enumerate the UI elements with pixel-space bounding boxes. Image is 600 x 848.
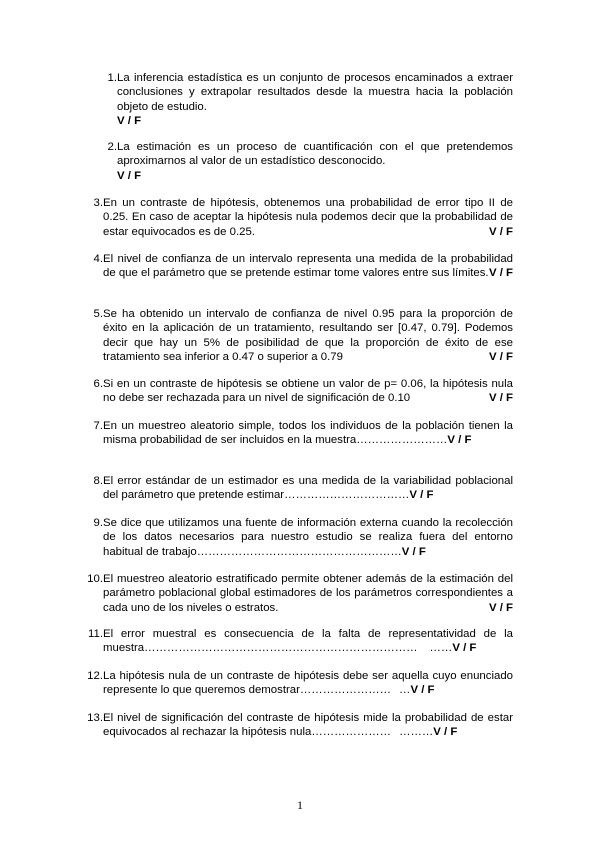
question-text: La inferencia estadística es un conjunto de procesos encaminados a extraer conclusiones y extrapolar resultados desde la muestra hacia la población objeto de estudio. V / F xyxy=(117,72,513,127)
true-false-toggle[interactable]: V / F xyxy=(488,392,513,405)
question-number: 10. xyxy=(87,573,103,585)
true-false-toggle[interactable]: V / F xyxy=(117,114,142,127)
question-number: 12. xyxy=(87,670,103,682)
question-number: 3. xyxy=(93,197,103,209)
question-text: La estimación es un proceso de cuantificación con el que pretendemos aproximarnos al valor de un estadístico desconocido. V / F xyxy=(117,141,513,182)
question-text: La hipótesis nula de un contraste de hipótesis debe ser aquella cuyo enunciado represente lo que queremos demostrar…………………… …V / F xyxy=(103,670,513,697)
question-number: 6. xyxy=(93,378,103,390)
true-false-toggle[interactable]: V / F xyxy=(488,350,513,363)
question-text: Si en un contraste de hipótesis se obtiene un valor de p= 0.06, la hipótesis nula no debe ser rechazada para un nivel de significación de 0.10 V / F xyxy=(103,378,513,405)
question-number: 8. xyxy=(93,475,103,487)
question-text: El muestreo aleatorio estratificado permite obtener además de la estimación del parámetro poblacional global estimadores de los parámetros correspondientes a cada uno de los niveles o estratos. V / F xyxy=(103,573,513,614)
question-text: Se dice que utilizamos una fuente de información externa cuando la recolección de los datos necesarios para nuestro estudio se realiza fuera del entorno habitual de trabajo………………………………………………V / F xyxy=(103,517,513,558)
true-false-toggle[interactable]: V / F xyxy=(447,434,472,447)
true-false-toggle[interactable]: V / F xyxy=(488,601,513,614)
true-false-toggle[interactable]: V / F xyxy=(488,225,513,238)
question-text: El error muestral es consecuencia de la falta de representatividad de la muestra……………………………………………………………… ……V / F xyxy=(103,628,513,655)
true-false-toggle[interactable]: V / F xyxy=(410,684,435,697)
question-text: En un muestreo aleatorio simple, todos los individuos de la población tienen la misma probabilidad de ser incluidos en la muestra……………………V / F xyxy=(103,420,513,447)
question-text: Se ha obtenido un intervalo de confianza de nivel 0.95 para la proporción de éxito en la aplicación de un tratamiento, resultando ser [0.47, 0.79]. Podemos decir que hay un 5% de posibilidad de que la proporción de éxito de ese tratamiento sea inferior a 0.47 o superior a 0.79 V / F xyxy=(103,308,513,363)
question-number: 5. xyxy=(93,308,103,320)
question-text: El nivel de significación del contraste de hipótesis mide la probabilidad de estar equivocados al rechazar la hipótesis nula………………… ………V / F xyxy=(103,712,513,739)
true-false-toggle[interactable]: V / F xyxy=(409,489,434,502)
question-number: 4. xyxy=(93,253,103,265)
true-false-toggle[interactable]: V / F xyxy=(433,726,458,739)
question-number: 11. xyxy=(88,628,103,640)
true-false-toggle[interactable]: V / F xyxy=(452,642,477,655)
question-number: 1. xyxy=(107,72,117,84)
true-false-toggle[interactable]: V / F xyxy=(401,545,426,558)
question-number: 2. xyxy=(107,141,117,153)
question-number: 7. xyxy=(93,420,103,432)
true-false-toggle[interactable]: V / F xyxy=(117,169,142,182)
true-false-toggle[interactable]: V / F xyxy=(488,267,513,280)
question-text: El error estándar de un estimador es una medida de la variabilidad poblacional del parámetro que pretende estimar……………………………V / F xyxy=(103,475,513,502)
question-number: 9. xyxy=(93,517,103,529)
page-number: 1 xyxy=(297,798,303,812)
question-text: En un contraste de hipótesis, obtenemos una probabilidad de error tipo II de 0.25. En caso de aceptar la hipótesis nula podemos decir que la probabilidad de estar equivocados es de 0.25. V / F xyxy=(103,197,513,238)
question-number: 13. xyxy=(87,712,103,724)
question-text: El nivel de confianza de un intervalo representa una medida de la probabilidad de que el parámetro que se pretende estimar tome valores entre sus límites. V / F xyxy=(103,253,513,280)
